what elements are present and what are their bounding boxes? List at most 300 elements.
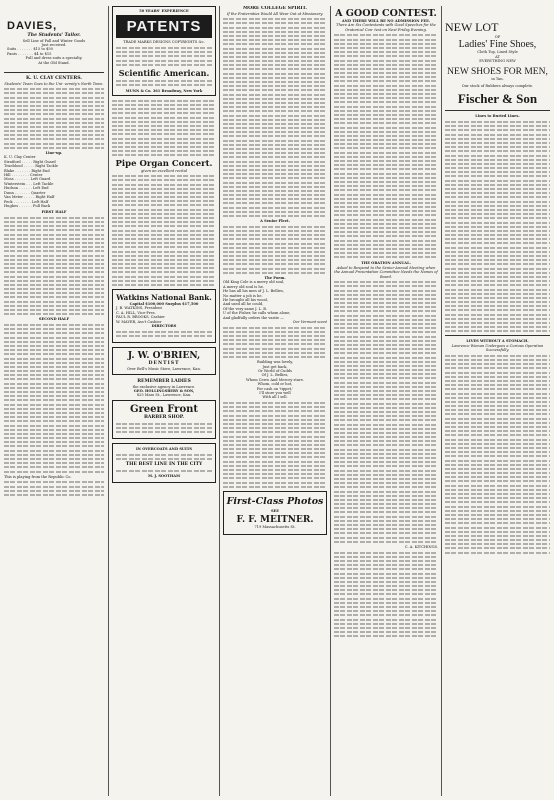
see-label: SEE	[270, 508, 280, 513]
text-line	[445, 535, 550, 537]
text-line	[445, 289, 550, 291]
text-line	[334, 461, 438, 463]
text-line	[334, 369, 438, 371]
text-line	[4, 445, 104, 447]
text-line	[445, 330, 550, 332]
text-line	[4, 370, 104, 372]
text-line	[334, 560, 438, 562]
text-line	[112, 108, 216, 110]
text-line	[223, 198, 327, 200]
text-line	[112, 209, 216, 211]
column-1	[4, 6, 104, 796]
text-line	[445, 305, 550, 307]
text-line	[445, 493, 550, 495]
text-line	[445, 318, 550, 320]
text-line	[223, 356, 327, 358]
lineup-row: Dunn . . . . . . . Quarter	[4, 190, 46, 195]
obrien-name: J. W. O'BRIEN,	[127, 351, 201, 361]
text-line	[334, 219, 438, 221]
text-line	[116, 431, 212, 433]
text-line	[223, 102, 327, 104]
meitner-address: 719 Massachusetts St.	[254, 525, 296, 530]
text-line	[4, 425, 104, 427]
text-line	[334, 323, 438, 325]
obrien-title: DENTIST	[148, 361, 180, 366]
text-line	[223, 89, 327, 91]
text-line	[334, 449, 438, 451]
text-line	[4, 221, 104, 223]
text-line	[4, 454, 104, 456]
watkins-officer: C. A. HILL, Vice-Pres.	[116, 310, 156, 315]
davies-line: Pants . . . . . . . $4 to $15	[7, 51, 52, 56]
text-line	[4, 284, 104, 286]
text-line	[334, 210, 438, 212]
text-line	[334, 344, 438, 346]
text-line	[334, 419, 438, 421]
text-line	[334, 524, 438, 526]
text-line	[4, 255, 104, 257]
text-line	[334, 256, 438, 258]
text-line	[334, 177, 438, 179]
text-line	[334, 377, 438, 379]
text-line	[223, 60, 327, 62]
of-label: OF	[494, 35, 501, 39]
text-line	[334, 185, 438, 187]
text-line	[445, 430, 550, 432]
text-line	[445, 485, 550, 487]
article-line: This is playing from the Republic Co.	[4, 474, 72, 479]
text-line	[4, 345, 104, 347]
text-line	[445, 384, 550, 386]
text-line	[4, 246, 104, 248]
text-line	[334, 72, 438, 74]
text-line	[334, 315, 438, 317]
text-line	[445, 242, 550, 244]
text-line	[334, 39, 438, 41]
text-line	[445, 363, 550, 365]
text-line	[112, 142, 216, 144]
text-line	[445, 146, 550, 148]
text-line	[334, 131, 438, 133]
remember-sub: the exclusive agency in Lawrence.	[132, 384, 196, 389]
text-line	[223, 190, 327, 192]
text-line	[445, 418, 550, 420]
text-line	[223, 444, 327, 446]
text-line	[334, 453, 438, 455]
lineup-row: Blake . . . . . . . Right End	[4, 168, 50, 173]
text-line	[112, 184, 216, 186]
text-line	[334, 457, 438, 459]
text-line	[334, 223, 438, 225]
davies-line: Suits . . . . . . . $15 to $50	[7, 47, 53, 52]
text-line	[334, 43, 438, 45]
text-line	[334, 198, 438, 200]
text-line	[223, 85, 327, 87]
text-line	[445, 489, 550, 491]
patents-word: PATENTS	[116, 15, 212, 38]
text-line	[112, 267, 216, 269]
poem-line: A merry old soul is he.	[223, 284, 264, 289]
text-line	[445, 121, 550, 123]
text-line	[116, 51, 212, 53]
text-line	[223, 165, 327, 167]
text-line	[445, 476, 550, 478]
text-line	[4, 147, 104, 149]
text-line	[116, 331, 212, 333]
text-line	[334, 357, 438, 359]
text-line	[334, 428, 438, 430]
text-line	[334, 106, 438, 108]
text-line	[4, 494, 104, 496]
text-line	[334, 336, 438, 338]
text-line	[223, 348, 327, 350]
davies-subtitle: The Students' Tailor.	[27, 33, 81, 38]
text-line	[223, 123, 327, 125]
directors-heading: DIRECTORS	[151, 324, 177, 329]
shoes-ad	[445, 6, 550, 107]
text-line	[445, 501, 550, 503]
text-line	[445, 213, 550, 215]
text-line	[223, 238, 327, 240]
text-line	[334, 118, 438, 120]
text-line	[112, 259, 216, 261]
best-line: THE BEST LINE IN THE CITY	[125, 462, 203, 468]
text-line	[112, 280, 216, 282]
text-line	[445, 401, 550, 403]
fischer-son-label: Fischer & Son	[457, 91, 538, 107]
text-line	[223, 169, 327, 171]
divider	[445, 335, 550, 336]
obrien-address: Over Bell's Music Store, Lawrence, Kan.	[127, 366, 201, 371]
text-line	[334, 68, 438, 70]
hollingsbery-address: 825 Mass St., Lawrence, Kan.	[136, 393, 192, 398]
text-line	[445, 167, 550, 169]
text-line	[334, 294, 438, 296]
text-line	[4, 337, 104, 339]
text-line	[4, 296, 104, 298]
text-line	[445, 472, 550, 474]
remember-ad	[112, 379, 216, 398]
text-line	[223, 452, 327, 454]
text-line	[116, 470, 212, 472]
text-line	[223, 156, 327, 158]
text-line	[116, 55, 212, 57]
text-line	[445, 155, 550, 157]
column-3	[223, 6, 327, 796]
text-line	[445, 468, 550, 470]
text-line	[445, 201, 550, 203]
text-line	[223, 272, 327, 274]
text-line	[334, 298, 438, 300]
text-line	[334, 606, 438, 608]
text-line	[223, 18, 327, 20]
text-line	[223, 94, 327, 96]
text-line	[445, 510, 550, 512]
text-line	[334, 532, 438, 534]
text-line	[334, 64, 438, 66]
text-line	[445, 230, 550, 232]
text-line	[334, 173, 438, 175]
poem-line: Of the very same J. L. B.	[223, 306, 268, 311]
text-line	[223, 135, 327, 137]
new-lot-label: NEW LOT	[445, 20, 499, 34]
text-line	[4, 391, 104, 393]
text-line	[445, 259, 550, 261]
text-line	[445, 301, 550, 303]
text-line	[445, 388, 550, 390]
text-line	[445, 314, 550, 316]
text-line	[223, 202, 327, 204]
text-line	[334, 424, 438, 426]
text-line	[445, 443, 550, 445]
good-contest-deck: There Are Six Contestants with Good Speeches for the Oratorical Con- test on Next Friday Evening.	[336, 23, 436, 32]
text-line	[334, 143, 438, 145]
text-line	[445, 180, 550, 182]
column-2	[112, 6, 216, 796]
text-line	[112, 221, 216, 223]
text-line	[223, 230, 327, 232]
davies-line: Sell Line of Fall and Winter Goods	[22, 38, 86, 43]
column-5	[445, 6, 550, 796]
text-line	[223, 64, 327, 66]
text-line	[4, 225, 104, 227]
lineup-row: Trueblood . . . . . Right Tackle	[4, 164, 58, 169]
text-line	[445, 527, 550, 529]
column-4	[334, 6, 438, 796]
poem-line: And used all he could,	[223, 302, 264, 307]
text-line	[116, 423, 212, 425]
text-line	[223, 251, 327, 253]
text-line	[334, 252, 438, 254]
text-line	[445, 497, 550, 499]
text-line	[4, 263, 104, 265]
text-line	[4, 387, 104, 389]
text-line	[334, 614, 438, 616]
text-line	[334, 34, 438, 36]
text-line	[4, 420, 104, 422]
text-line	[334, 516, 438, 518]
text-line	[334, 248, 438, 250]
text-line	[4, 349, 104, 351]
text-line	[445, 380, 550, 382]
text-line	[4, 271, 104, 273]
text-line	[112, 213, 216, 215]
text-line	[334, 127, 438, 129]
good-contest-sub: AND THERE WILL BE NO ADMISSION FEE.	[341, 19, 431, 23]
watkins-bank-ad	[112, 289, 216, 343]
text-line	[334, 635, 438, 637]
text-line	[223, 56, 327, 58]
verse-line: I'll store you well	[259, 391, 291, 396]
text-line	[223, 127, 327, 129]
text-line	[445, 297, 550, 299]
text-line	[334, 139, 438, 141]
text-line	[223, 448, 327, 450]
text-line	[334, 80, 438, 82]
barber-ad	[112, 400, 216, 439]
text-line	[445, 222, 550, 224]
text-line	[445, 238, 550, 240]
davies-title: DAVIES,	[7, 20, 58, 32]
text-line	[223, 339, 327, 341]
text-line	[334, 556, 438, 558]
text-line	[334, 631, 438, 633]
text-line	[334, 365, 438, 367]
text-line	[334, 76, 438, 78]
text-line	[4, 441, 104, 443]
text-line	[4, 324, 104, 326]
text-line	[334, 306, 438, 308]
text-line	[334, 164, 438, 166]
text-line	[112, 133, 216, 135]
text-line	[334, 194, 438, 196]
text-line	[4, 242, 104, 244]
text-line	[334, 231, 438, 233]
text-line	[334, 147, 438, 149]
text-line	[4, 462, 104, 464]
text-line	[334, 415, 438, 417]
text-line	[334, 499, 438, 501]
text-line	[223, 110, 327, 112]
text-line	[223, 234, 327, 236]
text-line	[334, 552, 438, 554]
text-line	[334, 290, 438, 292]
text-line	[223, 131, 327, 133]
lineup-row: Van Meter . . . . . Right Half	[4, 195, 55, 200]
meitner-name: F. F. MEITNER.	[236, 515, 314, 526]
text-line	[4, 92, 104, 94]
text-line	[112, 146, 216, 148]
text-line	[112, 284, 216, 286]
text-line	[445, 217, 550, 219]
text-line	[334, 348, 438, 350]
text-line	[334, 585, 438, 587]
text-line	[445, 171, 550, 173]
text-line	[4, 486, 104, 488]
text-line	[334, 568, 438, 570]
davies-ad	[4, 6, 104, 68]
text-line	[4, 437, 104, 439]
new-shoes-men: NEW SHOES FOR MEN,	[447, 66, 548, 77]
text-line	[334, 478, 438, 480]
text-line	[4, 292, 104, 294]
text-line	[334, 511, 438, 513]
text-line	[334, 537, 438, 539]
text-line	[4, 288, 104, 290]
text-line	[334, 390, 438, 392]
text-line	[334, 214, 438, 216]
text-line	[223, 31, 327, 33]
text-line	[223, 226, 327, 228]
text-line	[334, 411, 438, 413]
column-rule	[330, 6, 331, 796]
text-line	[116, 335, 212, 337]
text-line	[334, 495, 438, 497]
text-line	[223, 48, 327, 50]
text-line	[445, 163, 550, 165]
cloth-top-label: Cloth Top, Lined Style	[477, 50, 518, 55]
verse-line: For cash on 'tippet,'	[256, 386, 294, 391]
text-line	[445, 205, 550, 207]
text-line	[4, 458, 104, 460]
lineup-row: Peck . . . . . . . . Left Half	[4, 199, 49, 204]
text-line	[4, 101, 104, 103]
text-line	[445, 518, 550, 520]
text-line	[334, 114, 438, 116]
text-line	[334, 581, 438, 583]
text-line	[334, 503, 438, 505]
text-line	[334, 470, 438, 472]
text-line	[334, 520, 438, 522]
text-line	[223, 98, 327, 100]
poem-line: No matter a job is he.	[223, 293, 263, 298]
poem-signature: Oor Vermont scent	[292, 320, 327, 325]
text-line	[223, 215, 327, 217]
text-line	[334, 181, 438, 183]
text-line	[223, 461, 327, 463]
davies-line: At the Old Stand.	[38, 60, 70, 65]
text-line	[112, 117, 216, 119]
text-line	[223, 268, 327, 270]
senior-fleet-head: A Senior Fleet.	[260, 219, 290, 224]
text-line	[334, 482, 438, 484]
text-line	[112, 263, 216, 265]
text-line	[4, 353, 104, 355]
text-line	[334, 474, 438, 476]
text-line	[4, 358, 104, 360]
text-line	[334, 541, 438, 543]
lineup-row: Hill . . . . . . . . Center	[4, 173, 43, 178]
lineup-row: K. U. Clay Center	[4, 155, 36, 160]
text-line	[223, 106, 327, 108]
column-rule	[108, 6, 109, 796]
article-headline: K. U. CLAY CENTERS.	[26, 76, 82, 82]
text-line	[445, 451, 550, 453]
text-line	[116, 454, 212, 456]
text-line	[223, 419, 327, 421]
article-subhead: Students' Team Goes to the Uni- versity's North Town.	[4, 81, 104, 86]
text-line	[334, 60, 438, 62]
text-line	[334, 202, 438, 204]
text-line	[223, 161, 327, 163]
verse-line: With all I sell.	[262, 395, 288, 400]
text-line	[445, 355, 550, 357]
text-line	[334, 403, 438, 405]
poem-line: Old King Cole is a merry old soul,	[223, 280, 285, 285]
photos-ad	[223, 491, 327, 535]
text-line	[4, 395, 104, 397]
green-front-title: Green Front	[129, 403, 199, 415]
verse-line: Or World of Cudds	[258, 369, 292, 373]
text-line	[4, 143, 104, 145]
text-line	[4, 97, 104, 99]
text-line	[223, 402, 327, 404]
text-line	[445, 188, 550, 190]
text-line	[334, 361, 438, 363]
text-line	[223, 194, 327, 196]
text-line	[445, 272, 550, 274]
text-line	[112, 238, 216, 240]
text-line	[4, 130, 104, 132]
signoff: C. A. KITCHINGS.	[404, 544, 438, 549]
text-line	[112, 225, 216, 227]
text-line	[112, 200, 216, 202]
text-line	[334, 156, 438, 158]
good-contest-headline: A GOOD CONTEST.	[335, 8, 437, 19]
text-line	[223, 186, 327, 188]
watkins-officer: W. MAYER, Ass't Cashier	[116, 319, 162, 324]
text-line	[445, 393, 550, 395]
